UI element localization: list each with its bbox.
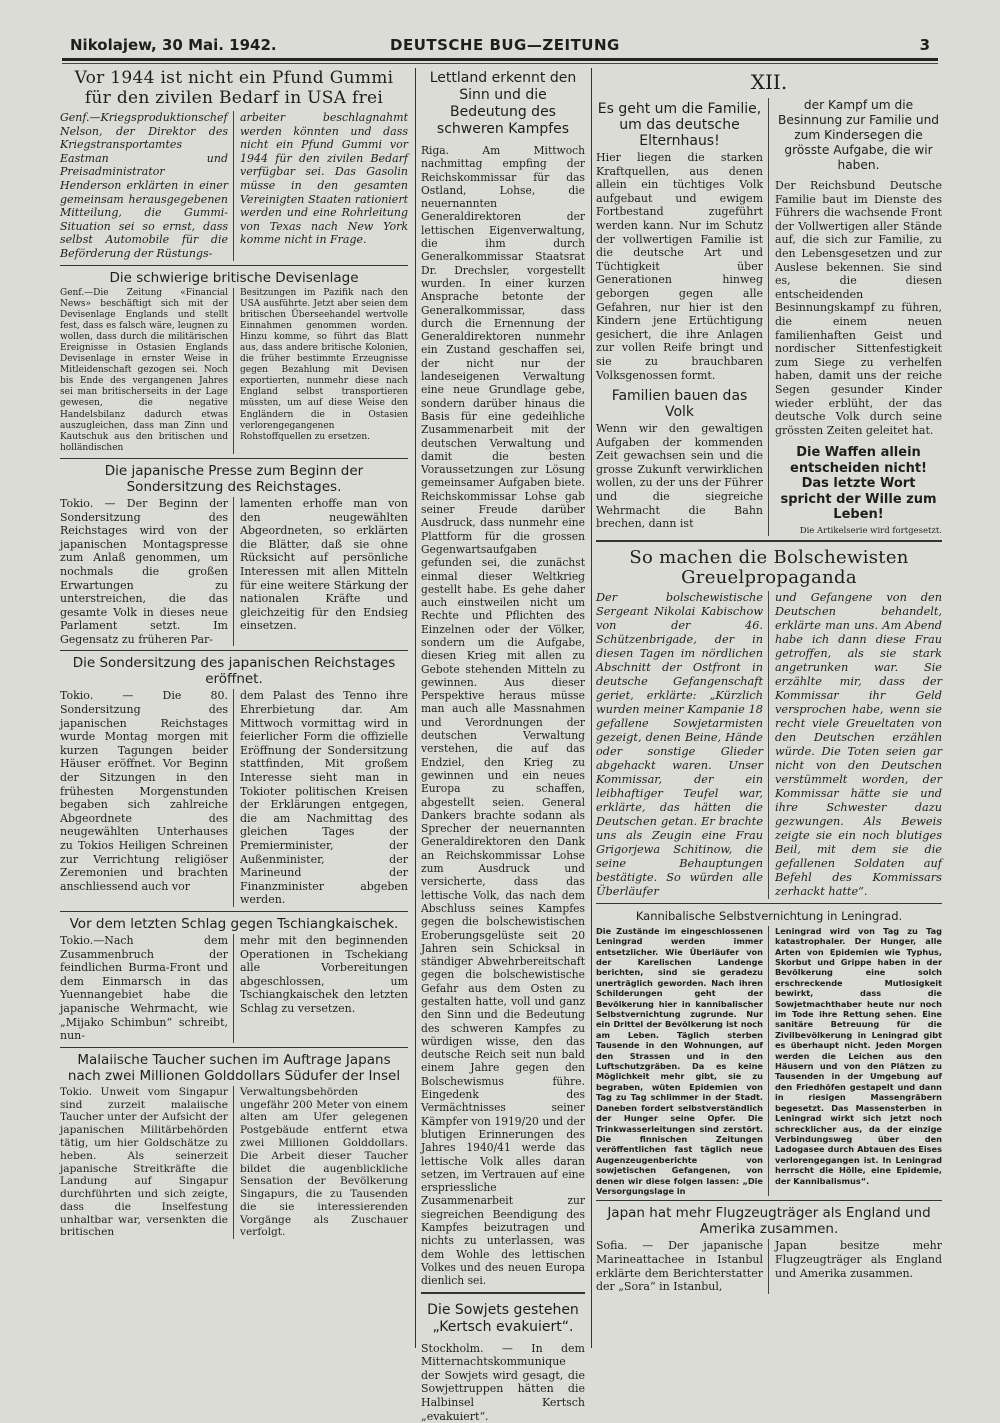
headline-lettland: Lettland erkennt den Sinn und die Bedeutung des schweren Kampfes bbox=[429, 70, 577, 137]
headline-kertsch: Die Sowjets gestehen „Kertsch evakuiert“. bbox=[427, 1301, 579, 1335]
column-rule-1 bbox=[415, 68, 416, 1348]
article-gummi-right: arbeiter beschlagnahmt werden könnten und dass nicht ein Pfund Gummi vor 1944 für den zivilen Bedarf verfügbar sei. Das Gasolin müsse in den gesamten Vereinigten Staaten rationiert werden und eine Rohrleitung von Texas nach New York komme nicht in Frage. bbox=[240, 111, 408, 247]
article-japanische-presse-right: lamenten erhoffe man von den neugewählten Abgeordneten, so erklärten die Blätter, daß sie ohne Rücksicht auf persönliche Interessen mit allen Mitteln für eine weitere Stärkung der nationalen Kräfte und gleichzeitig für den Endsieg einsetzen. bbox=[240, 496, 408, 633]
article-kertsch: Stockholm. — In dem Mitternachtskommunique der Sowjets wird gesagt, die Sowjettruppen hätten die Halbinsel Kertsch „evakuiert“. bbox=[421, 1341, 585, 1423]
article-gummi bbox=[60, 111, 408, 261]
article-familie-p1: Hier liegen die starken Kraftquellen, aus denen allein ein tüchtiges Volk aufgebaut und ewigem Fortbestand zugeführt werden kann. Nur im Schutz der vollwertigen Familie ist die deutsche Art und Tüchtigkeit über Generationen hinweg geborgen gegen alle Gefahren, nur hier ist den Kindern jene Ertüchtigung gesichert, die ihre Anlagen zur vollen Reife bringt und sie zu brauchbaren Volksgenossen formt. bbox=[596, 151, 763, 382]
article-sondersitzung bbox=[60, 689, 408, 907]
article-leningrad-left: Die Zustände im eingeschlossenen Leningrad werden immer entsetzlicher. Wie Überläufer von der Karelischen Landenge berichten, sind sie geradezu unerträglich geworden. Nach ihren Schilderungen geht der Bevölkerung hier in kannibalischer Selbstvernichtung zugrunde. Nur ein Drittel der Bevölkerung ist noch am Leben. Täglich sterben Tausende in den Wohnungen, auf den Strassen und in den Luftschutzgräben. Da es keine Möglichkeit mehr gibt, sie zu begraben, wüten Epidemien von Tag zu Tag schlimmer in der Stadt. Daneben fordert selbstverständlich der Hunger seine Opfer. Die Trinkwasserleitungen sind zerstört. Die finnischen Zeitungen veröffentlichen fast täglich neue Augenzeugenberichte von sowjetischen Gefangenen, von denen wir diese folgen lassen: „Die Versorgungslage in bbox=[596, 925, 763, 1196]
masthead-rule bbox=[62, 58, 938, 61]
headline-sondersitzung: Die Sondersitzung des japanischen Reichstages eröffnet. bbox=[72, 655, 396, 688]
article-malaiische-taucher-left: Tokio. Unweit vom Singapur sind zurzeit malaiische Taucher unter der Aufsicht der japanischen Militärbehörden tätig, um hier Goldschätze zu heben. Als seinerzeit japanische Streitkräfte die Landung auf Singapur durchführten und sich zeigte, dass die Inselfestung unhaltbar war, versenkten die britischen bbox=[60, 1085, 228, 1239]
place-date: Nikolajew, 30 Mai. 1942. bbox=[70, 36, 277, 54]
headline-leningrad: Kannibalische Selbstvernichtung in Leningrad. bbox=[635, 908, 903, 923]
masthead bbox=[70, 32, 930, 58]
article-reichsbund: Der Reichsbund Deutsche Familie baut im Dienste des Führers die wachsende Front der Vollwertigen aller Stände auf, die sich zur Familie, zu den Lebensgesetzen und zur Auslese bekennen. Sie sind es, die diesen entscheidenden Besinnungskampf zu führen, die einem neuen familienhaften Geist und nordischer Sittenfestigkeit zum Siege zu verhelfen haben, damit uns der reiche Segen gesunder Kinder wieder erblüht, der das deutsche Volk durch seine grössten Zeiten geleitet hat. bbox=[775, 179, 942, 437]
article-lettland: Riga. Am Mittwoch nachmittag empfing der Reichskommissar für das Ostland, Lohse, die neuernannten Generaldirektoren der lettischen Eigenverwaltung, die ihm durch Generalkommissar Staatsrat Dr. Drechsler, vorgestellt wurden. In einer kurzen Ansprache betonte der Generalkommissar, dass durch die Ernennung der Generaldirektoren nunmehr ein Zustand geschaffen sei, der nicht nur der landeseigenen Verwaltung eine neue Grundlage gebe, sondern darüber hinaus die Basis für eine gedeihliche Zusammenarbeit mit der deutschen Verwaltung und damit die besten Voraussetzungen zur Lösung gemeinsamer Aufgaben biete. Reichskommissar Lohse gab seiner Freude darüber Ausdruck, dass nunmehr eine Plattform für die grossen Gegenwartsaufgaben gefunden sei, die zunächst einmal dieser Weltkrieg gestellt habe. Es gehe daher auch einstweilen nicht um Rechte und Pflichten des Einzelnen oder der Völker, sondern um die Aufgabe, diesen Krieg mit allen zu Gebote stehenden Mitteln zu gewinnen. Aus dieser Perspektive heraus müsse man auch alle Massnahmen und Verordnungen der deutschen Verwaltung verstehen, die auf das Endziel, den Krieg zu gewinnen und ein neues Europa zu schaffen, abgestellt seien. General Dankers brachte sodann als Sprecher der neuernannten Generaldirektoren den Dank an Reichskommissar Lohse zum Ausdruck und versicherte, dass das lettische Volk, das nach dem Abschluss seines Kampfes gegen die bolschewistischen Eroberungsgelüste seit 20 Jahren sein Schicksal in ständiger Abwehrbereitschaft gegen die bolschewistische Gefahr aus dem Osten zu gestalten hatte, voll und ganz den Sinn und die Bedeutung des schweren Kampfes zu würdigen wisse, den das deutsche Reich seit nun bald einem Jahre gegen den Bolschewismus führe. Eingedenk des Vermächtnisses seiner Kämpfer von 1919/20 und der blutigen Erinnerungen des Jahres 1940/41 werde das lettische Volk alles daran setzen, im Vertrauen auf eine erspriessliche Zusammenarbeit zur siegreichen Beendigung des Kampfes beizutragen und nichts zu unterlassen, was dem Wohle des lettischen Volkes und des neuen Europa dienlich sei. bbox=[421, 144, 585, 1288]
article-gummi-left: Genf.—Kriegsproduktionschef Nelson, der Direktor des Kriegstransportamtes Eastman und Preisadministrator Henderson erklärten in einer gemeinsam herausgegebenen Mitteilung, die Gummi-Situation sei so ernst, dass selbst Automobile für die Beförderung der Rüstungs- bbox=[60, 111, 228, 260]
article-flugzeugtraeger-left: Sofia. — Der japanische Marineattachee in Istanbul erklärte dem Berichterstatter der „Sora“ in Istanbul, bbox=[596, 1239, 763, 1294]
series-familie bbox=[596, 98, 942, 536]
article-malaiische-taucher-right: Verwaltungsbehörden ungefähr 200 Meter von einem alten am Ufer gelegenen Postgebäude entfernt etwa zwei Millionen Golddollars. Die Arbeit dieser Taucher bildet die augenblickliche Sensation der Bevölkerung Singapurs, die zu Tausenden die sie interessierenden Vorgänge als Zuschauer verfolgt. bbox=[240, 1085, 408, 1239]
article-devisenlage-left: Genf.—Die Zeitung «Financial News» beschäftigt sich mit der Devisenlage Englands und stellt fest, dass es falsch wäre, leugnen zu wollen, dass durch die militärischen Ereignisse in Ostasien Englands Devisenlage in ernster Weise in Mitleidenschaft gezogen sei. Noch bis Ende des vergangenen Jahres sei man britischerseits in der Lage gewesen, die negative Handelsbilanz dadurch etwas auszugleichen, dass man Zinn und Kautschuk aus den britischen und holländischen bbox=[60, 287, 228, 453]
article-japanische-presse bbox=[60, 497, 408, 647]
article-sondersitzung-right: dem Palast des Tenno ihre Ehrerbietung dar. Am Mittwoch vormittag wird in feierlicher Form die offizielle Eröffnung der Sondersitzung stattfinden, Mit großem Interesse sieht man in Tokioter politischen Kreisen der Erklärungen entgegen, die am Nachmittag des gleichen Tages der Premierminister, der Außenminister, der Marineund der Finanzminister abgeben werden. bbox=[240, 689, 408, 907]
headline-japanische-presse: Die japanische Presse zum Beginn der Sondersitzung des Reichstages. bbox=[104, 462, 364, 495]
article-leningrad-right: Leningrad wird von Tag zu Tag katastrophaler. Der Hunger, alle Arten von Epidemien wie Typhus, Skorbut und Grippe haben in der Bevölkerung eine solch erschreckende Mutlosigkeit bewirkt, dass die Sowjetmachthaber heute nur noch im Tode ihre Rettung sehen. Eine sanitäre Betreuung für die Zivilbevölkerung in Leningrad gibt es überhaupt nicht. Jeden Morgen werden die Leichen aus den Häusern und von den Plätzen zu Tausenden in der Umgebung auf den Friedhöfen gestapelt und dann in riesigen Massengräbern begesetzt. Das Massensterben in Leningrad wirkt sich jetzt noch schrecklicher aus, da der einzige Verbindungsweg über den Ladogasee durch Abtauen des Eises verlorengegangen ist. In Leningrad herrscht die Hölle, eine Epidemie, der Kannibalismus“. bbox=[775, 925, 942, 1186]
article-leningrad bbox=[596, 926, 942, 1197]
article-devisenlage bbox=[60, 288, 408, 454]
column-rule-2 bbox=[591, 68, 592, 1348]
article-greuelpropaganda bbox=[596, 591, 942, 899]
article-flugzeugtraeger bbox=[596, 1239, 942, 1293]
article-tschiangkaischek bbox=[60, 934, 408, 1043]
headline-devisenlage: Die schwierige britische Devisenlage bbox=[109, 269, 359, 286]
article-flugzeugtraeger-right: Japan besitze mehr Flugzeugträger als England und Amerika zusammen. bbox=[775, 1239, 942, 1280]
article-malaiische-taucher bbox=[60, 1086, 408, 1240]
column-left bbox=[60, 68, 408, 1358]
headline-greuelpropaganda: So machen die Bolschewisten Greuelpropaganda bbox=[629, 546, 909, 588]
column-middle bbox=[421, 68, 585, 1423]
article-greuelpropaganda-right: und Gefangene von den Deutschen behandelt, erklärte man uns. Am Abend habe ich dann diese Frau getroffen, als sie stark angetrunken war. Sie erzählte mir, dass der Kommissar ihr Geld versprochen habe, wenn sie recht viele Greueltaten von den Deutschen erzählen würde. Die Toten seien gar nicht von den Deutschen verstümmelt worden, der Kommissar hätte sie und ihre Schwester dazu gezwungen. Als Beweis zeigte sie ein noch blutiges Beil, mit dem sie die gefallenen Soldaten auf Befehl des Kommissars zerhackt hatte“. bbox=[775, 590, 942, 898]
headline-malaiische-taucher: Malaiische Taucher suchen im Auftrage Japans nach zwei Millionen Golddollars Südufer der Insel bbox=[67, 1051, 401, 1084]
article-tschiangkaischek-left: Tokio.—Nach dem Zusammenbruch der feindlichen Burma-Front und dem Einmarsch in das Yuennangebiet habe die japanische Wehrmacht, wie „Mijako Schimbun“ schreibt, nun- bbox=[60, 933, 228, 1043]
series-number: XII. bbox=[750, 70, 788, 94]
paper-name: DEUTSCHE BUG—ZEITUNG bbox=[390, 36, 620, 54]
headline-flugzeugtraeger: Japan hat mehr Flugzeugträger als England und Amerika zusammen. bbox=[607, 1205, 931, 1238]
slogan-waffen: Die Waffen allein entscheiden nicht! Das letzte Wort spricht der Wille zum Leben! bbox=[780, 445, 937, 523]
masthead-rule-thin bbox=[62, 63, 938, 64]
article-sondersitzung-left: Tokio. — Die 80. Sondersitzung des japanischen Reichstages wurde Montag morgen mit kurzen Tagungen beider Häuser eröffnet. Vor Beginn der Sitzungen in den frühesten Morgenstunden begaben sich zahlreiche Abgeordnete des neugewählten Unterhauses zu Tokios Heiligen Schreinen zur Verrichtung religiöser Zeremonien und brachten anschliessend auch vor bbox=[60, 689, 228, 893]
headline-tschiangkaischek: Vor dem letzten Schlag gegen Tschiangkaischek. bbox=[69, 915, 399, 932]
article-tschiangkaischek-right: mehr mit den beginnenden Operationen in Tschekiang alle Vorbereitungen abgeschlossen, um Tschiangkaischek den letzten Schlag zu versetzen. bbox=[240, 933, 408, 1015]
column-right bbox=[596, 68, 942, 1358]
series-note: Die Artikelserie wird fortgesetzt. bbox=[799, 525, 942, 536]
article-familie-p2: Wenn wir den gewaltigen Aufgaben der kommenden Zeit gewachsen sein und die grosse Zukunft verwirklichen wollen, zu der uns der Führer und die siegreiche Wehrmacht die Bahn brechen, dann ist bbox=[596, 422, 763, 531]
headline-gummi: Vor 1944 ist nicht ein Pfund Gummi für den zivilen Bedarf in USA frei bbox=[74, 68, 394, 108]
article-devisenlage-right: Besitzungen im Pazifik nach den USA ausführte. Jetzt aber seien dem britischen Überseehandel wertvolle Einnahmen genommen worden. Hinzu komme, so führt das Blatt aus, dass andere britische Kolonien, die früher bestimmte Erzeugnisse gegen Bezahlung mit Devisen exportierten, nunmehr diese nach England selbst transportieren müssten, um auf diese Weise den Engländern die in Ostasien verlorengegangenen Rohstoffquellen zu ersetzen. bbox=[240, 287, 408, 442]
headline-familie: Es geht um die Familie, um das deutsche Elternhaus! bbox=[597, 101, 762, 149]
headline-familien-bauen: Familien bauen das Volk bbox=[611, 388, 748, 421]
article-greuelpropaganda-left: Der bolschewistische Sergeant Nikolai Kabischow von der 46. Schützenbrigade, der in diesen Tagen im nördlichen Abschnitt der Ostfront in deutsche Gefangenschaft geriet, erklärte: „Kürzlich wurden meiner Kampanie 18 gefallene Sowjetarmisten gezeigt, denen Beine, Hände oder sonstige Glieder abgehackt waren. Unser Kommissar, der ein leibhaftiger Teufel war, erklärte, das hätten die Deutschen getan. Er brachte uns als Zeugin eine Frau Grigorjewa Schitinow, die seine Behauptungen bestätigte. So würden alle Überläufer bbox=[596, 590, 763, 898]
article-japanische-presse-left: Tokio. — Der Beginn der Sondersitzung des Reichstages wird von der japanischen Montagspresse zum Anlaß genommen, um nochmals die großen Erwartungen zu unterstreichen, die das gesamte Volk in dieses neue Parlament setzt. Im Gegensatz zu früheren Par- bbox=[60, 496, 228, 646]
page-number: 3 bbox=[919, 36, 930, 54]
lead-kampf: der Kampf um die Besinnung zur Familie und zum Kindersegen die grösste Aufgabe, die wir haben. bbox=[777, 98, 940, 172]
